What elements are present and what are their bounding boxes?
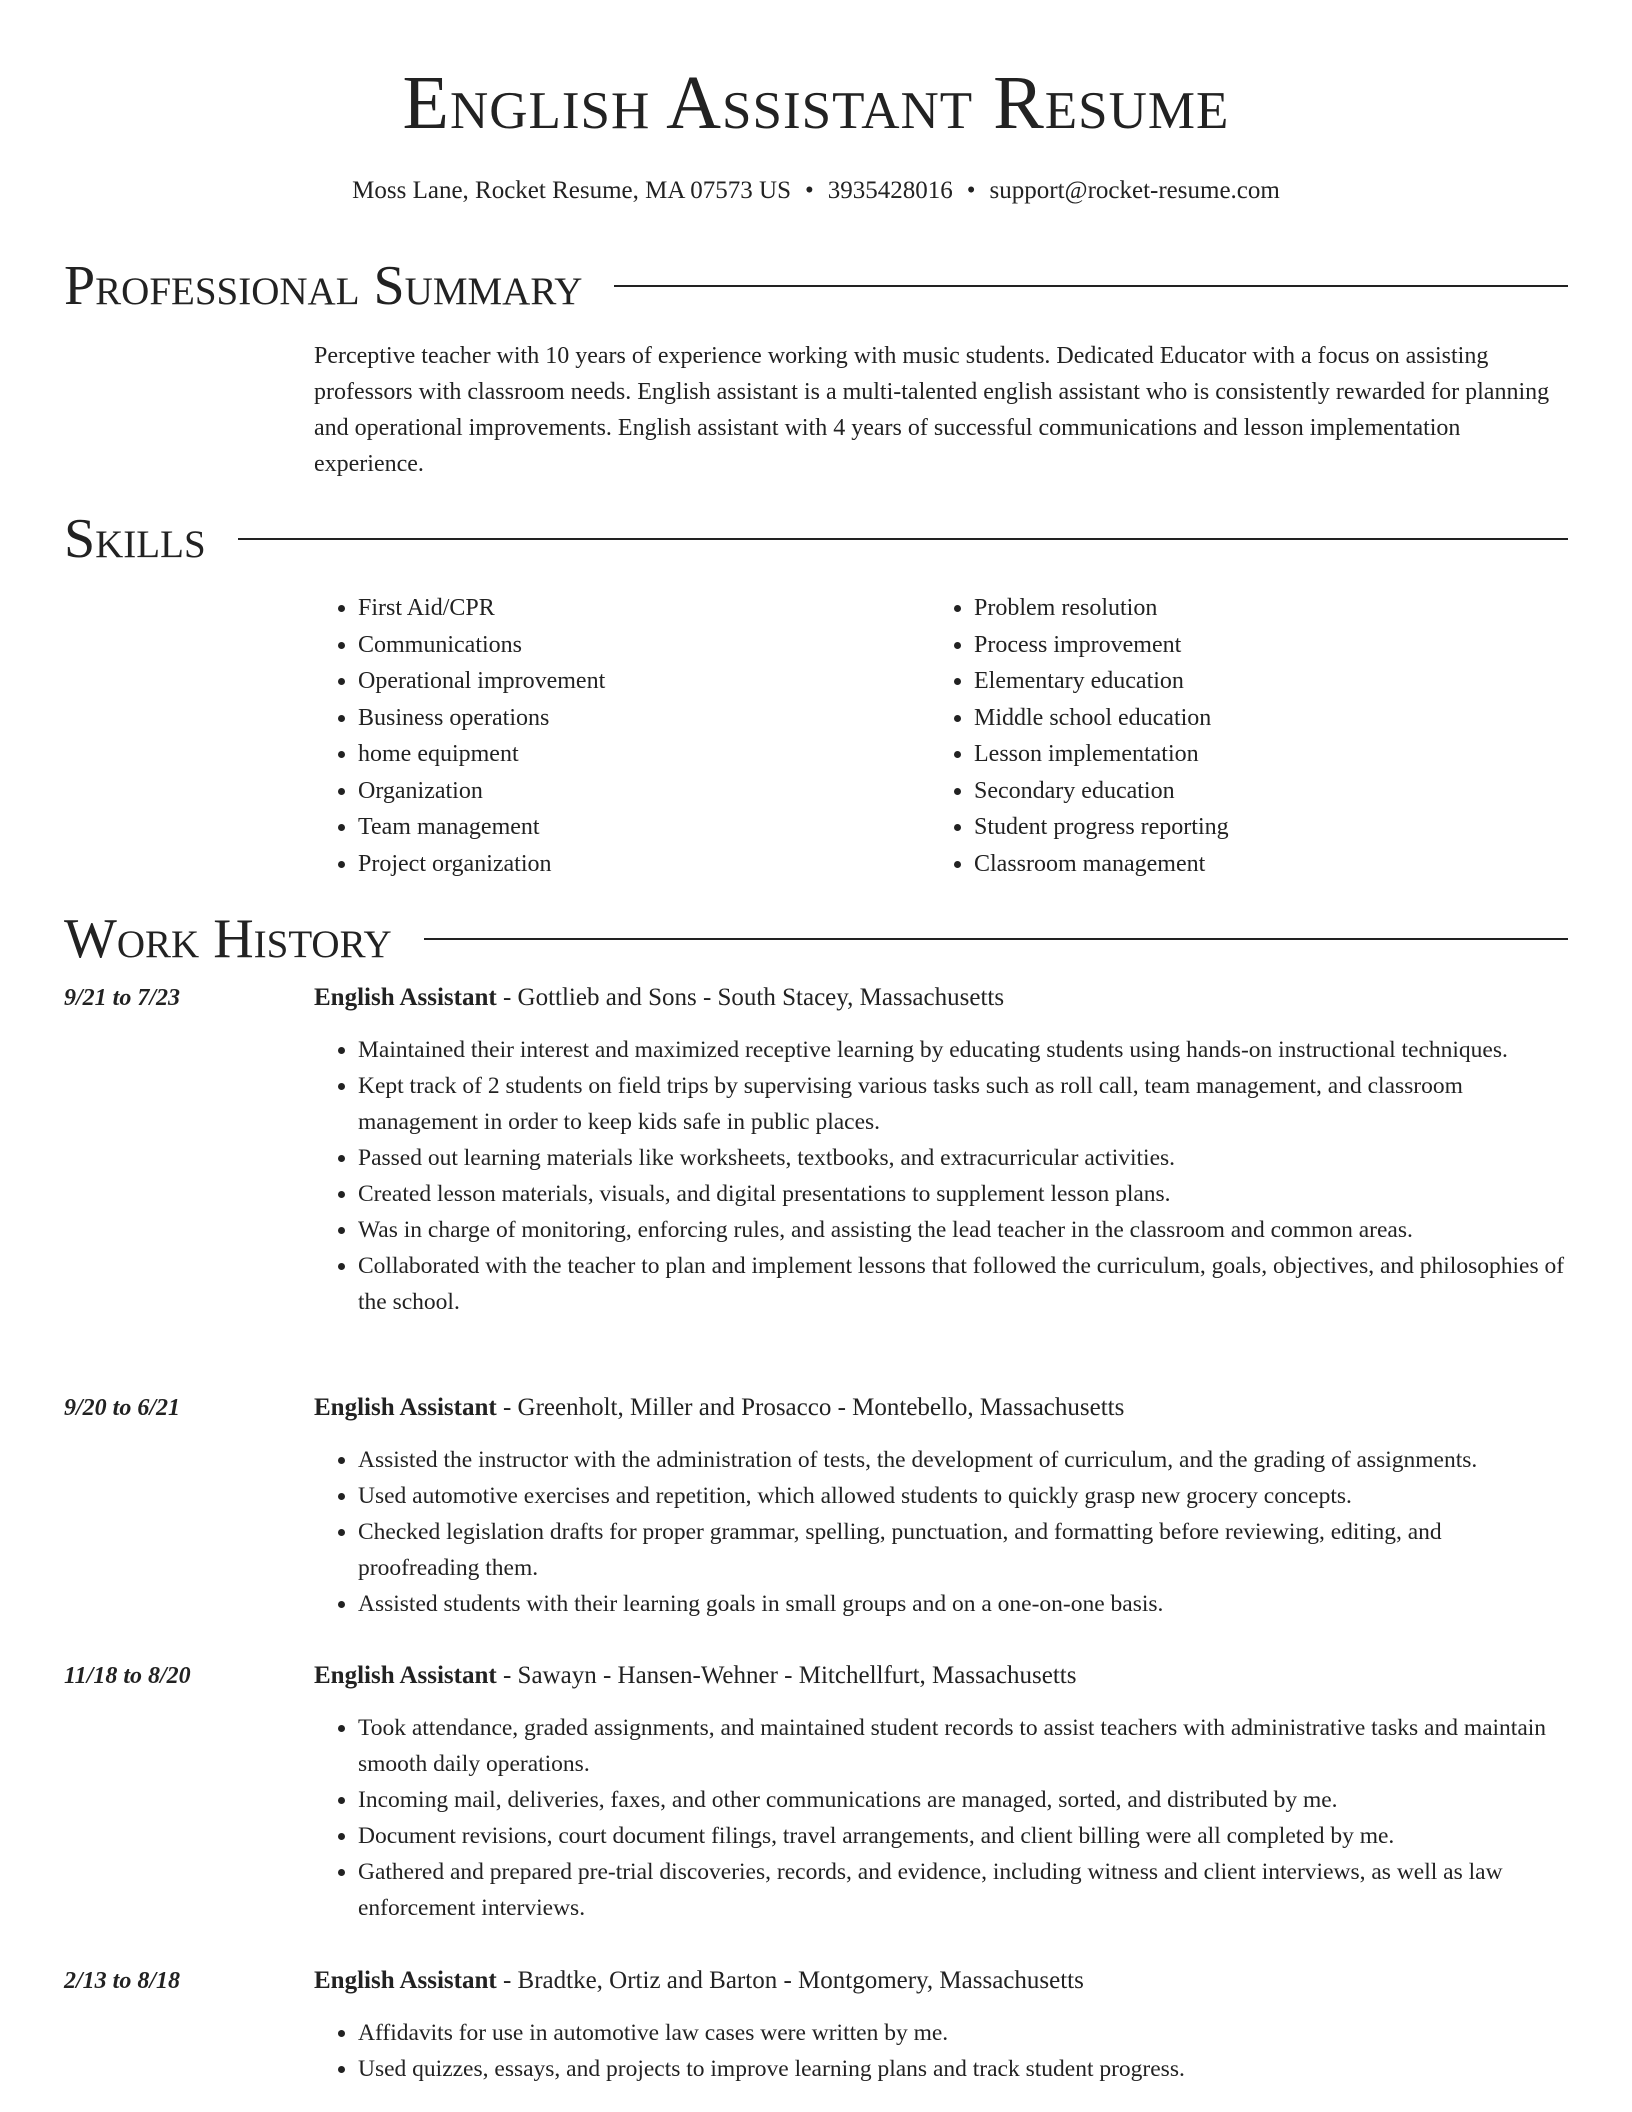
job-duty: • Assisted students with their learning goals in small groups and on a one-on-one basis. (358, 1586, 1568, 1622)
job-dates: 9/21 to 7/23 (64, 985, 181, 1011)
skill-item: • Problem resolution (974, 590, 1546, 627)
job-title: English Assistant (314, 1662, 497, 1689)
job-duty: • Collaborated with the teacher to plan and implement lessons that followed the curriculum, goals, objectives, and philosophies of the school. (358, 1248, 1568, 1320)
skill-item: • Project organization (358, 846, 930, 883)
skills-section-heading (64, 506, 1568, 572)
skill-item: • Classroom management (974, 846, 1546, 883)
job-heading (314, 1390, 1124, 1426)
job-employer-location: - Greenholt, Miller and Prosacco - Montebello, Massachusetts (496, 1394, 1125, 1421)
job-duty: • Created lesson materials, visuals, and digital presentations to supplement lesson plans. (358, 1176, 1568, 1212)
job-dates: 9/20 to 6/21 (64, 1395, 181, 1421)
job-duty: • Passed out learning materials like worksheets, textbooks, and extracurricular activities. (358, 1140, 1568, 1176)
job-title: English Assistant (314, 1967, 497, 1994)
job-heading (314, 1963, 1084, 1999)
job-duty: • Affidavits for use in automotive law cases were written by me. (358, 2015, 1568, 2051)
summary-heading: Professional Summary (64, 255, 583, 317)
work-heading: Work History (64, 908, 392, 970)
skill-item: • home equipment (358, 736, 930, 773)
job-duty: • Checked legislation drafts for proper grammar, spelling, punctuation, and formatting before reviewing, editing, and proofreading them. (358, 1514, 1568, 1586)
resume-title: English Assistant Resume (402, 61, 1230, 145)
contact-email: support@rocket-resume.com (989, 177, 1280, 204)
job-employer-location: - Sawayn - Hansen-Wehner - Mitchellfurt, Massachusetts (496, 1662, 1077, 1689)
skill-item: • Operational improvement (358, 663, 930, 700)
job-duty: • Document revisions, court document filings, travel arrangements, and client billing were all completed by me. (358, 1818, 1568, 1854)
skill-item: • Business operations (358, 700, 930, 737)
summary-text: Perceptive teacher with 10 years of experience working with music students. Dedicated Educator with a focus on assisting professors with classroom needs. English assistant is a multi-talented english assistant who is consistently rewarded for planning and operational improvements. English assistant with 4 years of successful communications and lesson implementation experience. (314, 343, 1550, 477)
skills-column-right (930, 590, 1546, 882)
job-title: English Assistant (314, 984, 497, 1011)
section-divider (614, 285, 1568, 287)
job-duties (314, 1442, 1568, 1622)
summary-section-heading (64, 253, 1568, 319)
contact-address: Moss Lane, Rocket Resume, MA 07573 US (352, 177, 792, 204)
job-heading (314, 1658, 1076, 1694)
job-title: English Assistant (314, 1394, 497, 1421)
work-section-heading (64, 906, 1568, 972)
skill-item: • Process improvement (974, 627, 1546, 664)
job-duty: • Kept track of 2 students on field trips by supervising various tasks such as roll call, team management, and classroom management in order to keep kids safe in public places. (358, 1068, 1568, 1140)
skill-item: • Elementary education (974, 663, 1546, 700)
job-heading (314, 980, 1004, 1016)
contact-separator: • (805, 177, 814, 204)
job-duty: • Took attendance, graded assignments, and maintained student records to assist teachers with administrative tasks and maintain smooth daily operations. (358, 1710, 1568, 1782)
skill-item: • First Aid/CPR (358, 590, 930, 627)
job-duty: • Incoming mail, deliveries, faxes, and other communications are managed, sorted, and distributed by me. (358, 1782, 1568, 1818)
section-divider (424, 938, 1568, 940)
skills-column-left (314, 590, 930, 882)
job-duty: • Used quizzes, essays, and projects to improve learning plans and track student progress. (358, 2051, 1568, 2087)
job-dates: 11/18 to 8/20 (64, 1663, 191, 1689)
skill-item: • Middle school education (974, 700, 1546, 737)
job-duty: • Gathered and prepared pre-trial discoveries, records, and evidence, including witness and client interviews, as well as law enforcement interviews. (358, 1854, 1568, 1926)
contact-line (0, 174, 1632, 208)
skill-item: • Communications (358, 627, 930, 664)
skills-list (314, 590, 1550, 882)
skill-item: • Organization (358, 773, 930, 810)
skills-heading: Skills (64, 508, 206, 570)
skill-item: • Team management (358, 809, 930, 846)
job-duty: • Assisted the instructor with the administration of tests, the development of curriculum, and the grading of assignments. (358, 1442, 1568, 1478)
job-duties (314, 1032, 1568, 1320)
skill-item: • Student progress reporting (974, 809, 1546, 846)
job-employer-location: - Gottlieb and Sons - South Stacey, Massachusetts (496, 984, 1005, 1011)
skill-item: • Secondary education (974, 773, 1546, 810)
job-dates: 2/13 to 8/18 (64, 1968, 181, 1994)
job-duty: • Was in charge of monitoring, enforcing rules, and assisting the lead teacher in the classroom and common areas. (358, 1212, 1568, 1248)
job-duties (314, 1710, 1568, 1926)
contact-separator: • (966, 177, 976, 204)
section-divider (238, 538, 1568, 540)
job-duty: • Maintained their interest and maximized receptive learning by educating students using hands-on instructional techniques. (358, 1032, 1568, 1068)
job-duty: • Used automotive exercises and repetition, which allowed students to quickly grasp new grocery concepts. (358, 1478, 1568, 1514)
contact-phone: 3935428016 (827, 177, 953, 204)
job-employer-location: - Bradtke, Ortiz and Barton - Montgomery, Massachusetts (496, 1967, 1084, 1994)
job-duties (314, 2015, 1568, 2087)
skill-item: • Lesson implementation (974, 736, 1546, 773)
